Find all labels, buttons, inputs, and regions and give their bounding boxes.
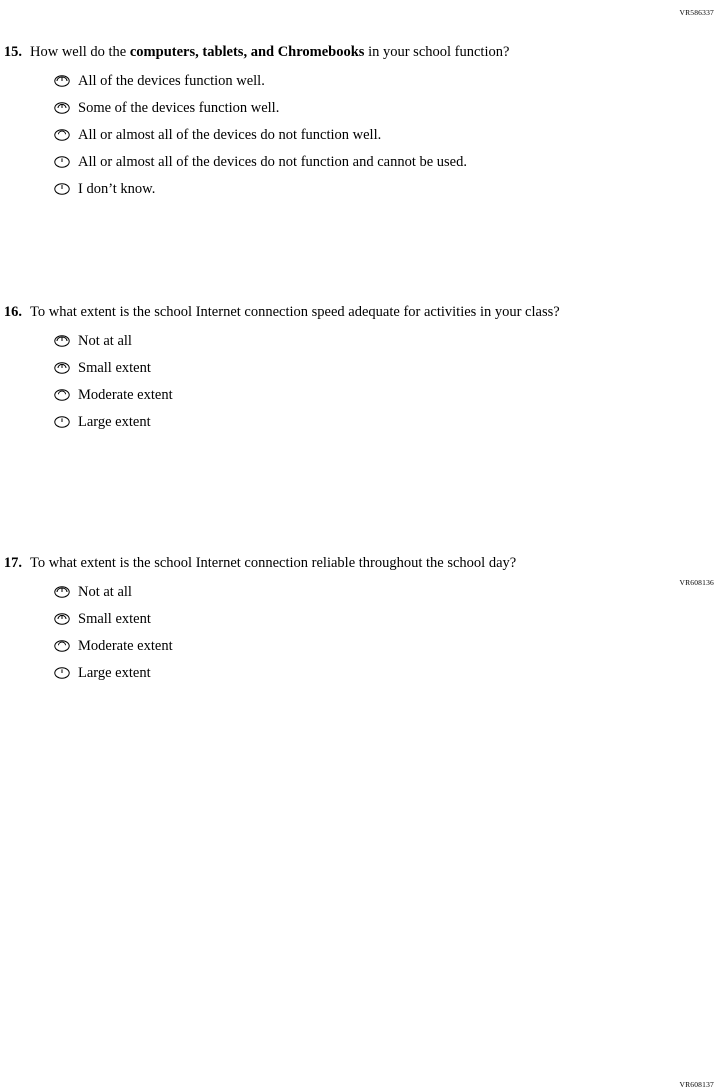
question-text xyxy=(30,43,509,62)
question-number: 16. xyxy=(3,304,22,320)
option-label: All or almost all of the devices do not function well. xyxy=(78,127,382,143)
question-number: 17. xyxy=(3,555,22,571)
option-label: Small extent xyxy=(78,611,151,627)
question-text-bold: computers, tablets, and Chromebooks xyxy=(129,44,365,60)
radio-bubble-icon[interactable] xyxy=(54,667,70,679)
option-label: Moderate extent xyxy=(78,387,173,403)
radio-bubble-icon[interactable] xyxy=(54,586,70,598)
option-row[interactable] xyxy=(0,386,728,405)
question-text-prefix: How well do the xyxy=(30,44,130,60)
question-block-15 xyxy=(0,0,728,199)
radio-bubble-icon[interactable] xyxy=(54,183,70,195)
options-list xyxy=(0,583,728,683)
option-row[interactable] xyxy=(0,332,728,351)
option-row[interactable] xyxy=(0,413,728,432)
radio-bubble-icon[interactable] xyxy=(54,156,70,168)
option-row[interactable] xyxy=(0,664,728,683)
options-list xyxy=(0,72,728,199)
question-text: To what extent is the school Internet connection speed adequate for activities in your class? xyxy=(30,304,560,320)
radio-bubble-icon[interactable] xyxy=(54,416,70,428)
question-number: 15. xyxy=(3,44,22,60)
radio-bubble-icon[interactable] xyxy=(54,75,70,87)
question-block-17 xyxy=(0,536,728,1089)
question-code: VR608137 xyxy=(679,1080,714,1089)
radio-bubble-icon[interactable] xyxy=(54,129,70,141)
radio-bubble-icon[interactable] xyxy=(54,640,70,652)
options-list xyxy=(0,332,728,432)
radio-bubble-icon[interactable] xyxy=(54,102,70,114)
option-row[interactable] xyxy=(0,637,728,656)
radio-bubble-icon[interactable] xyxy=(54,389,70,401)
option-label: Large extent xyxy=(78,414,151,430)
option-label: Not at all xyxy=(78,333,132,349)
radio-bubble-icon[interactable] xyxy=(54,362,70,374)
option-row[interactable] xyxy=(0,126,728,145)
option-row[interactable] xyxy=(0,99,728,118)
option-label: Not at all xyxy=(78,584,132,600)
question-stem xyxy=(0,554,728,573)
question-text: To what extent is the school Internet connection reliable throughout the school day? xyxy=(30,555,517,571)
option-row[interactable] xyxy=(0,610,728,629)
option-label: Large extent xyxy=(78,665,151,681)
question-text-suffix: in your school function? xyxy=(364,44,510,60)
option-label: Small extent xyxy=(78,360,151,376)
option-row[interactable] xyxy=(0,583,728,602)
option-label: I don’t know. xyxy=(78,181,156,197)
question-code: VR608136 xyxy=(679,578,714,587)
question-code: VR586337 xyxy=(679,8,714,17)
option-label: All of the devices function well. xyxy=(78,73,265,89)
question-stem xyxy=(0,303,728,322)
option-label: All or almost all of the devices do not function and cannot be used. xyxy=(78,154,467,170)
option-label: Moderate extent xyxy=(78,638,173,654)
option-label: Some of the devices function well. xyxy=(78,100,280,116)
option-row[interactable] xyxy=(0,72,728,91)
option-row[interactable] xyxy=(0,153,728,172)
option-row[interactable] xyxy=(0,180,728,199)
question-stem xyxy=(0,43,728,62)
radio-bubble-icon[interactable] xyxy=(54,613,70,625)
option-row[interactable] xyxy=(0,359,728,378)
radio-bubble-icon[interactable] xyxy=(54,335,70,347)
